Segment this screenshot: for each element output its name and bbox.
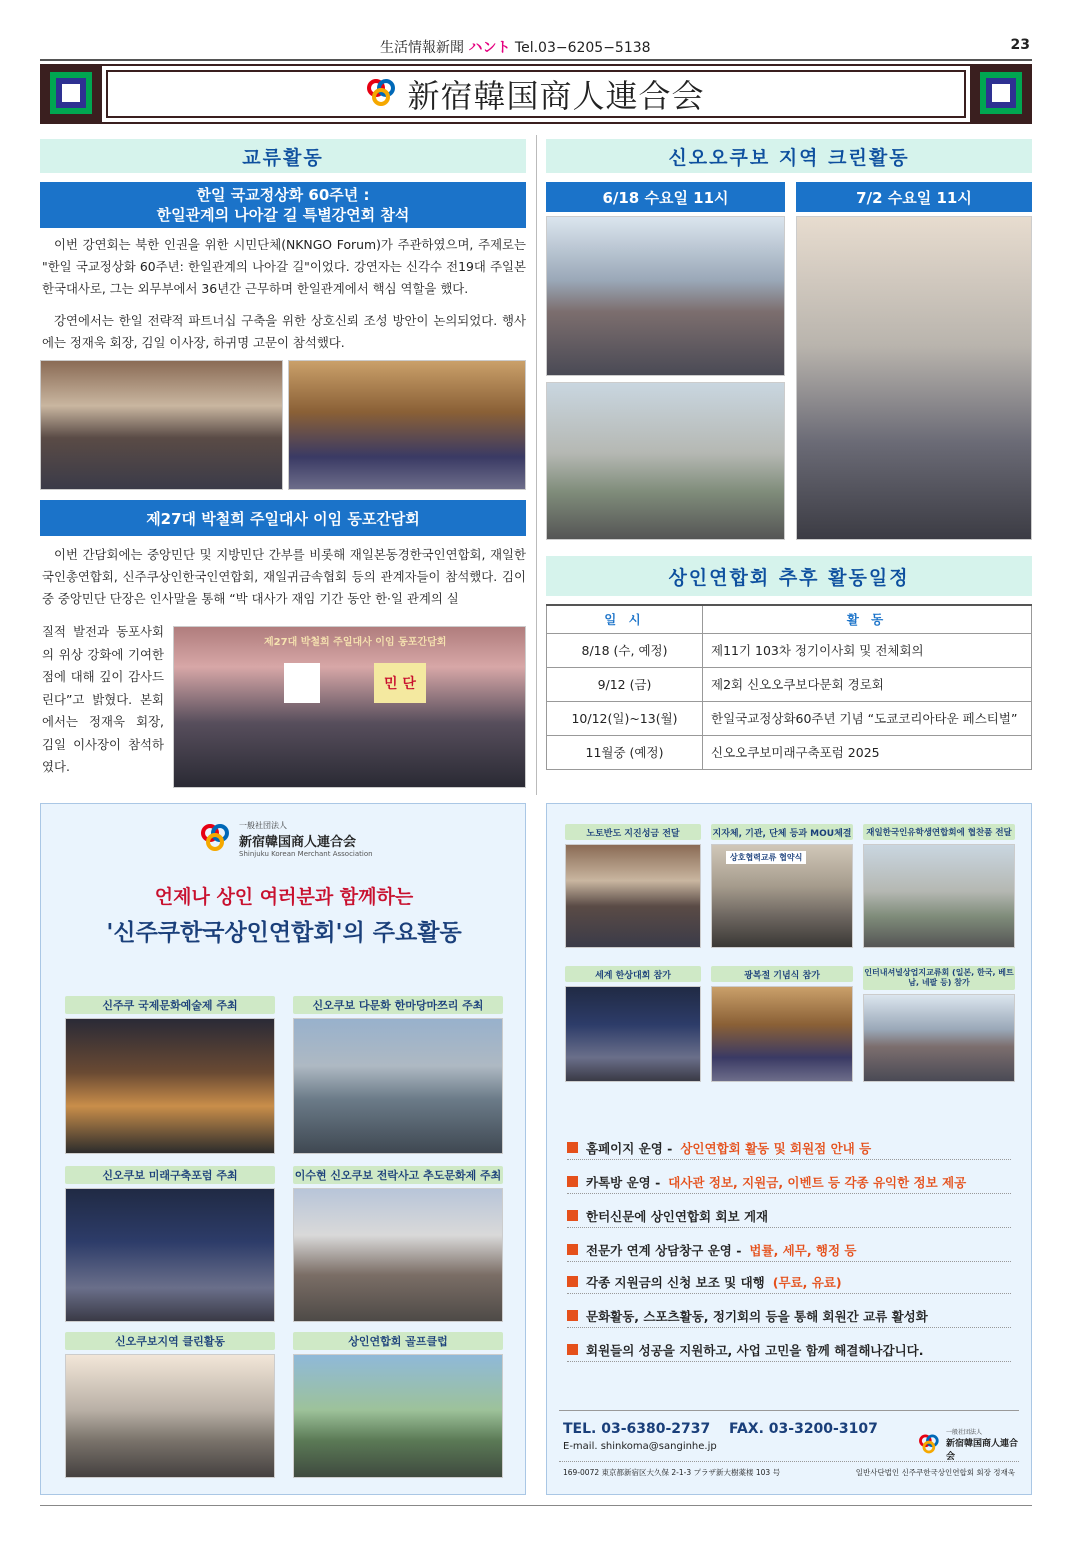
korean-flag-icon	[284, 663, 320, 703]
bullet-icon	[567, 1176, 578, 1187]
ad-bullet-item: 각종 지원금의 신청 보조 및 대행 (무료, 유료)	[567, 1270, 1011, 1294]
ad-photo-world-korean	[565, 986, 701, 1082]
cleanup-date-2: 7/2 수요일 11시	[796, 182, 1032, 212]
bottom-rule	[40, 1505, 1032, 1506]
ad-label-forum: 신오쿠보 미래구축포럼 주최	[65, 1166, 275, 1184]
schedule-table	[546, 604, 1032, 770]
article1-title-line2: 한일관계의 나아갈 길 특별강연회 참석	[156, 206, 410, 224]
lecture-speaker-photo	[288, 360, 526, 490]
article2-body-top: 이번 간담회에는 중앙민단 및 지방민단 간부를 비롯해 재일본동경한국인연합회, 재일한국인총연합회, 신주쿠상인한국인연합회, 재일귀금속협회 등의 관계자들이 참석했다. 김이중 중앙민단 단장은 인사말을 통해 “박 대사가 재임 기간 동안 한·일 관계의 실	[42, 547, 526, 606]
rings-logo-icon	[201, 824, 231, 854]
ad-bullet-item: 문화활동, 스포츠활동, 정기회의 등을 통해 회원간 교류 활성화	[567, 1304, 1011, 1328]
masthead-title: 新宿韓国商人連合会	[407, 77, 705, 115]
ad-address: 169-0072 東京都新宿区大久保 2-1-3 プラザ新大樹薬楼 103 号	[563, 1468, 781, 1477]
schedule-col-date: 일 시	[547, 605, 703, 633]
publication-header	[40, 33, 1032, 61]
ad-bullet-item: 회원들의 성공을 지원하고, 사업 고민을 함께 해결해나갑니다.	[567, 1338, 1011, 1362]
ad-bullet-item: 카톡방 운영 - 대사관 정보, 지원금, 이벤트 등 각종 유익한 정보 제공	[567, 1170, 1011, 1194]
article1-body: 이번 강연회는 북한 인권을 위한 시민단체(NKNGO Forum)가 주관하였으며, 주제로는 "한일 국교정상화 60주년: 한일관계의 나아갈 길"이었다. 강연자는 신각수 전19대 주일본 한국대사로, 그는 외무부에서 36년간 근무하며 한일관계에서 핵심 역할을 했다.	[42, 237, 526, 296]
ad-label-liberation-day: 광복절 기념식 참가	[711, 966, 853, 982]
article1-body-2: 강연에서는 한일 전략적 파트너십 구축을 위한 상호신뢰 조성 방안이 논의되었다. 행사에는 정재욱 회장, 김일 이사장, 하귀명 고문이 참석했다.	[42, 313, 526, 350]
publication-tel: Tel.03−6205−5138	[514, 40, 651, 56]
ad-label-memorial: 이수현 신오쿠보 전락사고 추도문화제 주최	[293, 1166, 503, 1184]
schedule-col-activity: 활 동	[703, 605, 1032, 633]
lecture-audience-photo	[40, 360, 283, 490]
ad-label-noto-donation: 노토반도 지진성금 전달	[565, 824, 701, 840]
corner-ornament-right	[970, 64, 1032, 124]
rings-logo-icon	[367, 79, 397, 109]
ad-headline-1: 언제나 상인 여러분과 함께하는	[154, 886, 414, 908]
ad-label-student-support: 재일한국인유학생연합회에 협찬품 전달	[863, 824, 1015, 840]
ad-photo-mou	[711, 844, 853, 948]
ad-photo-memorial	[293, 1188, 503, 1322]
ad-label-world-korean: 세계 한상대회 참가	[565, 966, 701, 982]
ad-label-golf: 상인연합회 골프클럽	[293, 1332, 503, 1350]
masthead-frame	[102, 64, 970, 124]
masthead	[40, 64, 1032, 124]
ad-photo-liberation-day	[711, 986, 853, 1082]
article1-title-line1: 한일 국교정상화 60주년 :	[196, 186, 370, 204]
section-header-exchange: 교류활동	[40, 139, 526, 173]
cleanup-date-1: 6/18 수요일 11시	[546, 182, 785, 212]
bullet-icon	[567, 1344, 578, 1355]
article1-title	[40, 182, 526, 228]
ad-org-small: 一般社団法人	[239, 821, 287, 830]
ad-photo-noto-donation	[565, 844, 701, 948]
column-divider	[536, 135, 537, 795]
publication-name: 生活情報新聞	[380, 40, 464, 56]
mou-sign-text: 상호협력교류 협약식	[726, 851, 806, 864]
table-row: 11월중 (예정) 신오오쿠보미래구축포럼 2025	[547, 735, 1032, 769]
section-header-cleanup: 신오오쿠보 지역 크린활동	[546, 139, 1032, 173]
ad-photo-international	[863, 994, 1015, 1082]
ad-left-logo	[201, 820, 373, 858]
ad-label-art-festival: 신주쿠 국제문화예술제 주최	[65, 996, 275, 1014]
ad-label-mou: 지자체, 기관, 단체 등과 MOU체결	[711, 824, 853, 840]
article2-body-side: 질적 발전과 동포사회의 위상 강화에 기여한 점에 대해 깊이 감사드린다”고 밝혔다. 본회에서는 정재욱 회장, 김일 이사장이 참석하였다.	[42, 624, 164, 774]
cleanup-group-photo-2	[796, 216, 1032, 540]
ad-photo-multicultural	[293, 1018, 503, 1154]
ad-headline-2: '신주쿠한국상인연합회'의 주요활동	[106, 920, 462, 946]
article2-title: 제27대 박철희 주일대사 이임 동포간담회	[40, 500, 526, 536]
cleanup-street-photo	[546, 382, 785, 540]
table-row: 9/12 (금) 제2회 신오오쿠보다문회 경로회	[547, 667, 1032, 701]
table-row: 10/12(일)~13(월) 한일국교정상화60주년 기념 “도쿄코리아타운 페스티벌”	[547, 701, 1032, 735]
photo-banner-text: 제27대 박철희 주일대사 이임 동포간담회	[264, 637, 447, 648]
publication-info	[380, 37, 651, 57]
bullet-icon	[567, 1244, 578, 1255]
ad-tel: TEL. 03-6380-2737	[563, 1421, 711, 1437]
ad-footer-logo: 一般社団法人 新宿韓国商人連合会	[915, 1427, 1019, 1462]
ad-photo-forum	[65, 1188, 275, 1322]
ad-photo-golf	[293, 1354, 503, 1478]
bullet-icon	[567, 1276, 578, 1287]
ad-bullet-item: 한터신문에 상인연합회 회보 게재	[567, 1204, 1011, 1228]
ad-label-multicultural: 신오쿠보 다문화 한마당마쯔리 주최	[293, 996, 503, 1014]
ad-bullet-item: 홈페이지 운영 - 상인연합회 활동 및 회원점 안내 등	[567, 1136, 1011, 1160]
corner-ornament-left	[40, 64, 102, 124]
cleanup-group-photo-1	[546, 216, 785, 376]
ad-org-name: 新宿韓国商人連合会	[239, 835, 357, 850]
ad-photo-student-support	[863, 844, 1015, 948]
table-row: 8/18 (수, 예정) 제11기 103차 정기이사회 및 전체회의	[547, 633, 1032, 667]
schedule-header: 상인연합회 추후 활동일정	[546, 556, 1032, 596]
mindan-flag: 민 단	[374, 663, 426, 703]
ad-signer: 일반사단법인 신주쿠한국상인연합회 회장 정재욱	[855, 1468, 1015, 1477]
activities-ad-right	[546, 803, 1032, 1495]
ad-fax: FAX. 03-3200-3107	[729, 1421, 878, 1437]
bullet-icon	[567, 1310, 578, 1321]
ad-bullet-item: 전문가 연계 상담창구 운영 - 법률, 세무, 행정 등	[567, 1238, 1011, 1262]
bullet-icon	[567, 1142, 578, 1153]
ad-contact-footer	[559, 1410, 1019, 1486]
page-number: 23	[1010, 37, 1030, 53]
ad-photo-cleanup	[65, 1354, 275, 1478]
ad-label-international: 인터내셔널상업지교류회 (일본, 한국, 베트남, 네팔 등) 참가	[863, 966, 1015, 990]
ad-photo-art-festival	[65, 1018, 275, 1154]
ad-label-cleanup: 신오쿠보지역 클린활동	[65, 1332, 275, 1350]
ambassador-farewell-group-photo	[173, 626, 526, 788]
bullet-icon	[567, 1210, 578, 1221]
activities-ad-left	[40, 803, 526, 1495]
rings-logo-icon	[919, 1434, 938, 1455]
ad-email: E-mail. shinkoma@sanginhe.jp	[563, 1441, 717, 1452]
ad-org-en: Shinjuku Korean Merchant Association	[239, 850, 373, 858]
publication-brand: ハント	[468, 40, 511, 56]
